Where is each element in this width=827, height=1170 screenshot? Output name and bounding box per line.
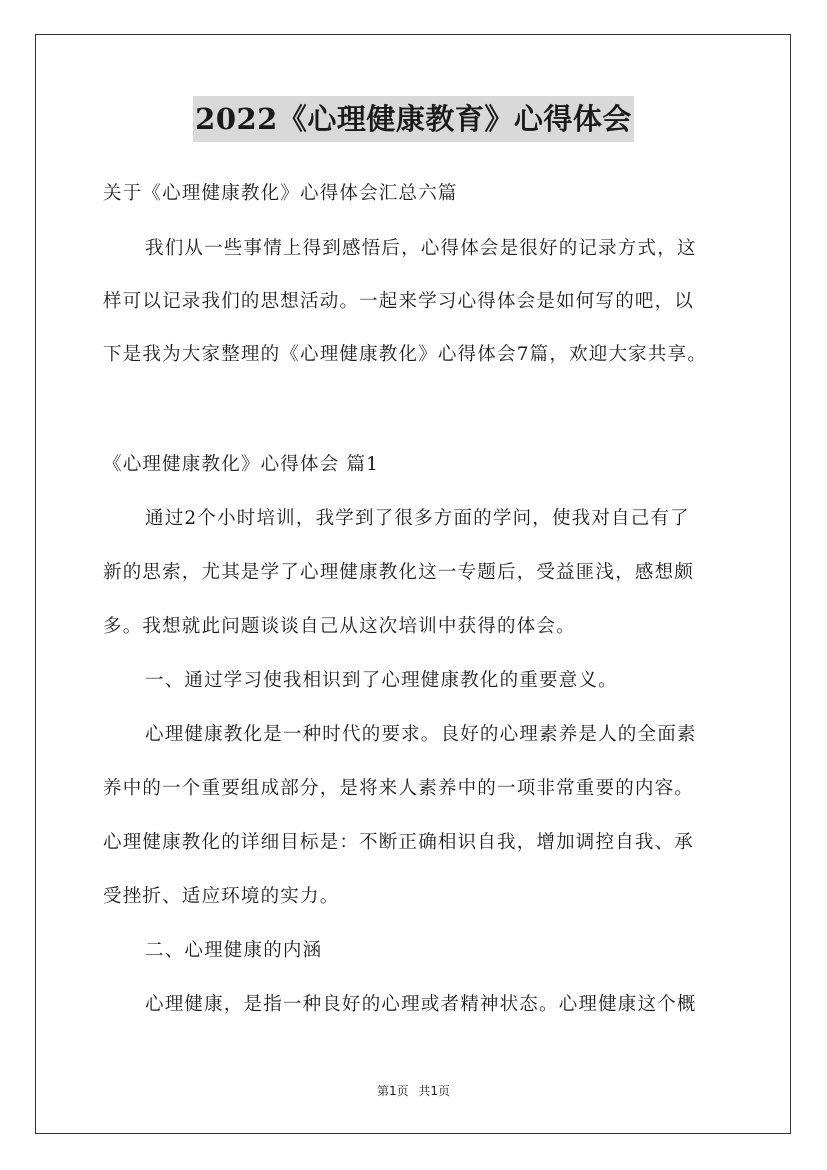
document-title: 2022《心理健康教育》心得体会 — [193, 96, 634, 142]
paragraph-line: 通过2个小时培训，我学到了很多方面的学问，使我对自己有了 — [145, 508, 690, 529]
paragraph-line: 心理健康教化是一种时代的要求。良好的心理素养是人的全面素 — [145, 724, 697, 745]
paragraph-line: 受挫折、适应环境的实力。 — [103, 886, 340, 907]
paragraph-line: 样可以记录我们的思想活动。一起来学习心得体会是如何写的吧，以 — [103, 291, 695, 312]
paragraph-line: 下是我为大家整理的《心理健康教化》心得体会7篇，欢迎大家共享。 — [103, 344, 707, 365]
paragraph-line: 新的思索，尤其是学了心理健康教化这一专题后，受益匪浅，感想颇 — [103, 562, 695, 583]
page-footer — [0, 1082, 827, 1099]
paragraph-line: 心理健康教化的详细目标是：不断正确相识自我，增加调控自我、承 — [103, 832, 695, 853]
subtitle-line: 关于《心理健康教化》心得体会汇总六篇 — [103, 183, 458, 204]
page-total: 共1页 — [418, 1084, 451, 1098]
page-number: 第1页 — [376, 1084, 409, 1098]
paragraph-line: 养中的一个重要组成部分，是将来人素养中的一项非常重要的内容。 — [103, 778, 695, 799]
paragraph-line: 多。我想就此问题谈谈自己从这次培训中获得的体会。 — [103, 616, 576, 637]
paragraph-line: 二、心理健康的内涵 — [145, 940, 323, 961]
paragraph-line: 我们从一些事情上得到感悟后，心得体会是很好的记录方式，这 — [145, 238, 697, 259]
section-heading: 《心理健康教化》心得体会 篇1 — [103, 454, 380, 475]
paragraph-line: 一、通过学习使我相识到了心理健康教化的重要意义。 — [145, 670, 618, 691]
title-container — [0, 96, 827, 142]
paragraph-line: 心理健康，是指一种良好的心理或者精神状态。心理健康这个概 — [145, 994, 697, 1015]
